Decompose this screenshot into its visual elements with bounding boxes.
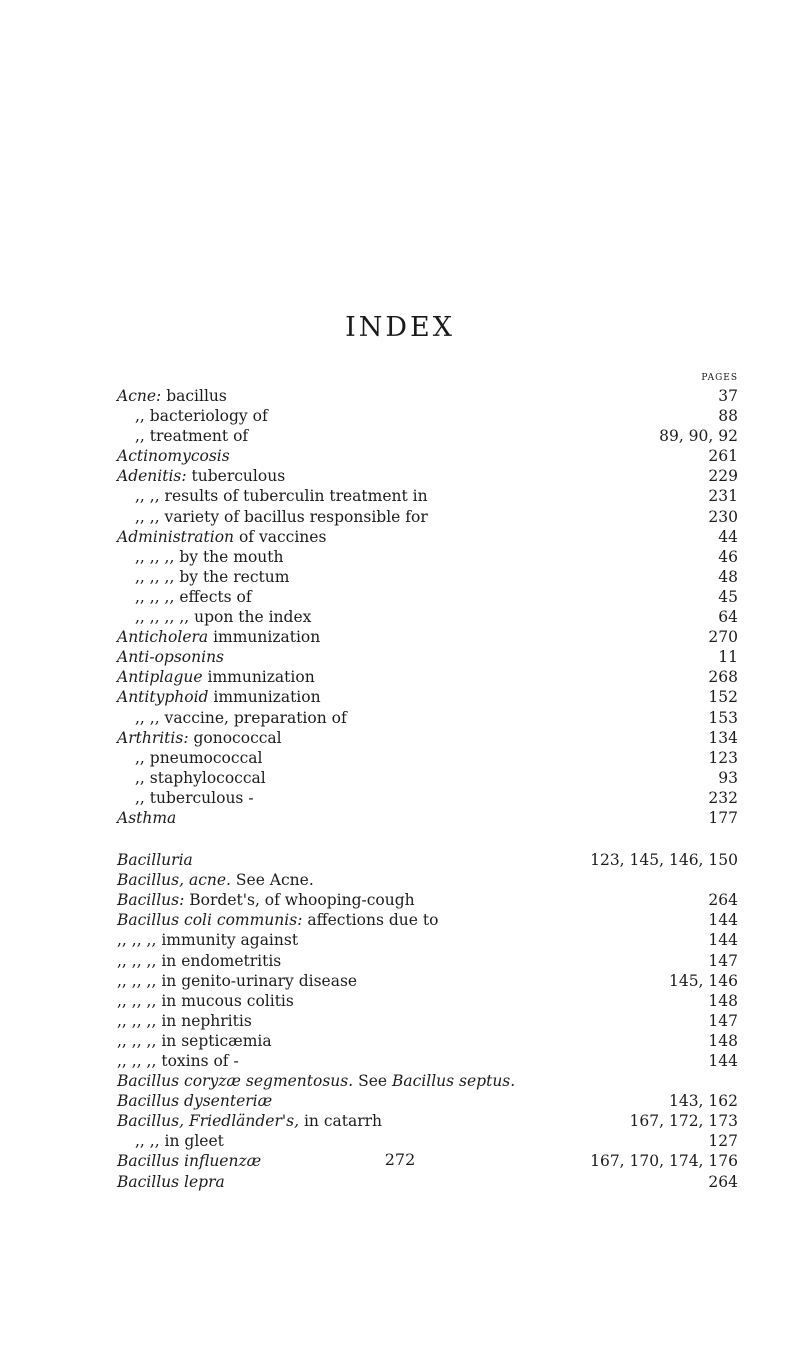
entry-label bbox=[117, 1111, 382, 1131]
index-entry bbox=[117, 1091, 738, 1111]
index-entry bbox=[117, 687, 738, 707]
index-entry bbox=[117, 1051, 738, 1071]
entry-text: immunization bbox=[208, 628, 321, 647]
entry-text: tuberculous bbox=[186, 467, 286, 486]
entry-label bbox=[135, 768, 266, 788]
index-entry bbox=[117, 567, 738, 587]
index-entry bbox=[117, 768, 738, 788]
entry-text: ,, tuberculous - bbox=[135, 788, 254, 807]
entry-pages: 270 bbox=[708, 628, 738, 647]
entry-pages: 37 bbox=[718, 387, 738, 405]
entry-label bbox=[117, 728, 282, 748]
entry-label bbox=[135, 708, 347, 728]
index-entry bbox=[117, 466, 738, 486]
entry-text: ,, ,, in gleet bbox=[135, 1132, 224, 1151]
entry-label bbox=[135, 788, 254, 808]
index-entry bbox=[117, 870, 738, 890]
index-entry bbox=[117, 910, 738, 930]
entry-heading: Arthritis bbox=[117, 728, 184, 747]
index-entry bbox=[117, 1172, 738, 1192]
entry-text: ,, ,, ,, immunity against bbox=[117, 931, 299, 950]
entry-pages: 123, 145, 146, 150 bbox=[590, 851, 738, 870]
entry-cross-reference: Bacillus septus. bbox=[392, 1072, 516, 1091]
entry-pages: 89, 90, 92 bbox=[659, 427, 738, 446]
entry-label bbox=[135, 567, 289, 587]
entry-pages: 45 bbox=[718, 587, 738, 606]
index-entry bbox=[117, 527, 738, 547]
entry-pages: 93 bbox=[718, 768, 738, 787]
entry-heading: Bacillus, Friedländer's, bbox=[117, 1112, 300, 1131]
entry-pages: 153 bbox=[708, 708, 738, 727]
entry-text: ,, ,, ,, in endometritis bbox=[117, 951, 282, 970]
entry-pages: 264 bbox=[708, 1172, 738, 1191]
entry-text: in catarrh bbox=[299, 1112, 383, 1131]
entry-heading: Administration bbox=[117, 527, 235, 546]
entry-label bbox=[135, 486, 428, 506]
index-entries bbox=[117, 386, 738, 1192]
index-entry bbox=[117, 667, 738, 687]
index-entry bbox=[117, 607, 738, 627]
index-group-b bbox=[117, 850, 738, 1192]
entry-label bbox=[135, 1131, 224, 1151]
entry-label bbox=[117, 1091, 272, 1111]
entry-text: ,, ,, variety of bacillus responsible for bbox=[135, 507, 428, 526]
index-entry bbox=[117, 627, 738, 647]
entry-pages: 143, 162 bbox=[668, 1092, 738, 1111]
entry-pages: 144 bbox=[708, 911, 738, 930]
entry-text: ,, ,, ,, by the rectum bbox=[135, 567, 290, 586]
entry-text: ,, ,, ,, in genito-urinary disease bbox=[117, 971, 358, 990]
entry-label bbox=[135, 748, 262, 768]
entry-label bbox=[117, 1011, 252, 1031]
entry-label bbox=[117, 1031, 272, 1051]
entry-label bbox=[117, 1071, 515, 1091]
entry-pages: 232 bbox=[708, 788, 738, 807]
entry-label bbox=[117, 466, 285, 486]
index-entry bbox=[117, 728, 738, 748]
entry-label bbox=[117, 930, 298, 950]
index-entry bbox=[117, 446, 738, 466]
index-entry bbox=[117, 930, 738, 950]
index-entry bbox=[117, 647, 738, 667]
entry-heading: Anticholera bbox=[117, 628, 209, 647]
entry-pages: 264 bbox=[708, 891, 738, 910]
entry-label bbox=[135, 587, 252, 607]
entry-pages: 147 bbox=[708, 951, 738, 970]
entry-text: ,, pneumococcal bbox=[135, 748, 263, 767]
entry-heading: Bacillus influenzæ bbox=[117, 1152, 262, 1171]
entry-text: See Acne. bbox=[230, 871, 314, 890]
entry-label bbox=[117, 870, 314, 890]
entry-pages: 230 bbox=[708, 507, 738, 526]
index-entry bbox=[117, 951, 738, 971]
entry-label bbox=[117, 951, 281, 971]
index-entry bbox=[117, 547, 738, 567]
entry-pages: 229 bbox=[708, 467, 738, 486]
index-entry bbox=[117, 1031, 738, 1051]
entry-pages: 145, 146 bbox=[668, 971, 738, 990]
entry-separator: : bbox=[297, 911, 303, 930]
entry-label bbox=[117, 1051, 239, 1071]
entry-text: ,, treatment of bbox=[135, 427, 249, 446]
entry-pages: 48 bbox=[718, 567, 738, 586]
entry-label bbox=[117, 386, 227, 406]
entry-text: affections due to bbox=[302, 911, 439, 930]
index-entry bbox=[117, 587, 738, 607]
entry-separator: : bbox=[179, 891, 185, 910]
index-entry bbox=[117, 486, 738, 506]
entry-pages: 268 bbox=[708, 668, 738, 687]
entry-text: ,, ,, results of tuberculin treatment in bbox=[135, 487, 428, 506]
index-entry bbox=[117, 1111, 738, 1131]
entry-pages: 134 bbox=[708, 728, 738, 747]
entry-label bbox=[117, 667, 315, 687]
entry-pages: 148 bbox=[708, 1031, 738, 1050]
entry-text: ,, staphylococcal bbox=[135, 768, 266, 787]
entry-label bbox=[135, 507, 428, 527]
entry-label bbox=[117, 446, 230, 466]
entry-heading: Bacillus bbox=[117, 891, 180, 910]
entry-pages: 167, 170, 174, 176 bbox=[590, 1152, 738, 1171]
entry-label bbox=[117, 850, 193, 870]
index-entry bbox=[117, 386, 738, 406]
entry-pages: 144 bbox=[708, 1052, 738, 1070]
index-entry bbox=[117, 708, 738, 728]
entry-pages: 167, 172, 173 bbox=[629, 1112, 738, 1131]
index-entry bbox=[117, 971, 738, 991]
entry-label bbox=[117, 627, 320, 647]
entry-heading: Adenitis bbox=[117, 467, 182, 486]
index-entry bbox=[117, 1071, 738, 1091]
entry-pages: 46 bbox=[718, 547, 738, 566]
entry-text: ,, bacteriology of bbox=[135, 407, 268, 426]
entry-label bbox=[117, 527, 326, 547]
entry-pages: 123 bbox=[708, 748, 738, 767]
entry-label bbox=[117, 647, 224, 667]
index-entry bbox=[117, 890, 738, 910]
entry-pages: 11 bbox=[718, 648, 738, 667]
index-group-a bbox=[117, 386, 738, 828]
entry-label bbox=[135, 426, 248, 446]
index-entry bbox=[117, 991, 738, 1011]
entry-pages: 144 bbox=[708, 931, 738, 950]
entry-text: ,, ,, ,, in nephritis bbox=[117, 1011, 252, 1030]
entry-heading: Actinomycosis bbox=[117, 447, 230, 466]
entry-label bbox=[117, 687, 321, 707]
entry-pages: 44 bbox=[718, 527, 738, 546]
entry-separator: : bbox=[183, 728, 189, 747]
index-entry bbox=[117, 507, 738, 527]
entry-pages: 261 bbox=[708, 447, 738, 466]
entry-text: Bordet's, of whooping-cough bbox=[184, 891, 415, 910]
entry-heading: Antiplague bbox=[117, 668, 203, 687]
entry-label bbox=[135, 406, 268, 426]
page-number: 272 bbox=[384, 1150, 416, 1169]
entry-heading: Bacillus dysenteriæ bbox=[117, 1092, 273, 1111]
entry-text: ,, ,, ,, ,, upon the index bbox=[135, 608, 312, 627]
entry-text: ,, ,, ,, effects of bbox=[135, 587, 252, 606]
entry-pages: 64 bbox=[718, 608, 738, 627]
entry-text: ,, ,, ,, by the mouth bbox=[135, 547, 284, 566]
index-entry bbox=[117, 788, 738, 808]
entry-text: bacillus bbox=[161, 387, 227, 405]
page-title: INDEX bbox=[345, 312, 455, 343]
entry-label bbox=[117, 808, 176, 828]
entry-label bbox=[135, 607, 311, 627]
index-entry bbox=[117, 748, 738, 768]
entry-label bbox=[117, 991, 294, 1011]
entry-heading: Bacillus lepra bbox=[117, 1172, 225, 1191]
entry-text: ,, ,, vaccine, preparation of bbox=[135, 708, 347, 727]
entry-heading: Bacillus coryzæ segmentosus. bbox=[117, 1072, 354, 1091]
entry-heading: Antityphoid bbox=[117, 688, 209, 707]
index-entry bbox=[117, 426, 738, 446]
entry-pages: 177 bbox=[708, 808, 738, 827]
entry-heading: Acne bbox=[117, 387, 157, 405]
pages-column-heading: PAGES bbox=[701, 373, 738, 383]
entry-heading: Bacillus coli communis bbox=[117, 911, 298, 930]
entry-separator: : bbox=[181, 467, 187, 486]
index-entry bbox=[117, 1131, 738, 1151]
entry-pages: 127 bbox=[708, 1132, 738, 1151]
entry-pages: 231 bbox=[708, 487, 738, 506]
entry-text: immunization bbox=[208, 688, 321, 707]
entry-text: See bbox=[353, 1072, 392, 1091]
index-entry bbox=[117, 406, 738, 426]
group-spacer bbox=[117, 828, 738, 850]
entry-pages: 147 bbox=[708, 1011, 738, 1030]
entry-heading: Bacillus, acne. bbox=[117, 871, 231, 890]
index-entry bbox=[117, 808, 738, 828]
entry-pages: 88 bbox=[718, 407, 738, 426]
index-entry bbox=[117, 850, 738, 870]
entry-heading: Asthma bbox=[117, 808, 177, 827]
entry-text: ,, ,, ,, in mucous colitis bbox=[117, 991, 294, 1010]
entry-heading: Bacilluria bbox=[117, 851, 193, 870]
entry-pages: 152 bbox=[708, 688, 738, 707]
entry-label bbox=[135, 547, 283, 567]
entry-heading: Anti-opsonins bbox=[117, 648, 225, 667]
entry-separator: : bbox=[156, 387, 162, 405]
index-entry bbox=[117, 1011, 738, 1031]
entry-text: immunization bbox=[202, 668, 315, 687]
entry-label bbox=[117, 890, 415, 910]
entry-label bbox=[117, 971, 357, 991]
entry-label bbox=[117, 910, 438, 930]
entry-text: ,, ,, ,, in septicæmia bbox=[117, 1031, 272, 1050]
entry-pages: 148 bbox=[708, 991, 738, 1010]
entry-text: gonococcal bbox=[188, 728, 282, 747]
entry-label bbox=[117, 1172, 225, 1192]
entry-text: ,, ,, ,, toxins of - bbox=[117, 1052, 239, 1070]
entry-text: of vaccines bbox=[234, 527, 327, 546]
